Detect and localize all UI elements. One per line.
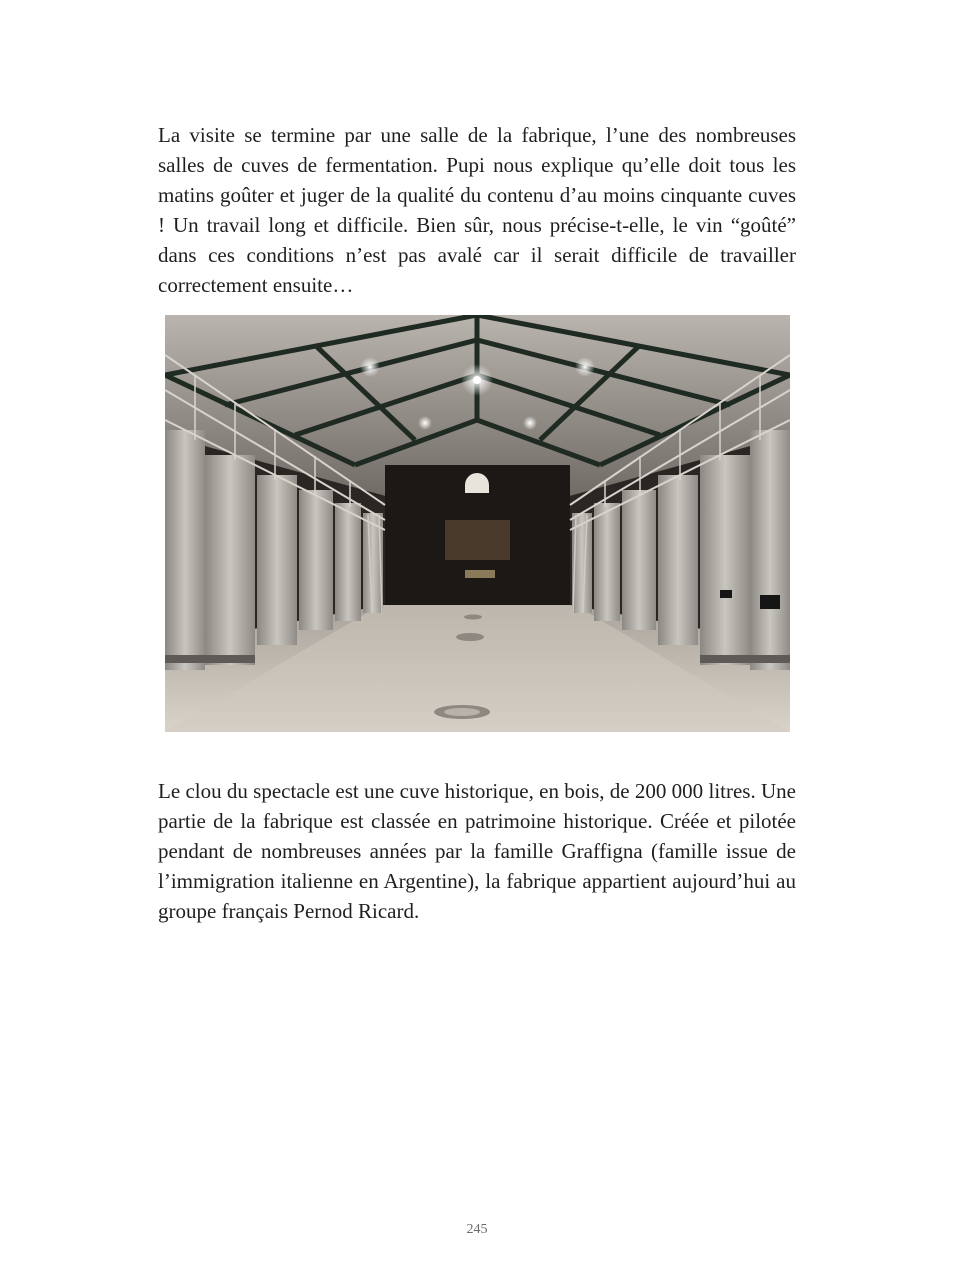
fermentation-hall-photo <box>165 315 790 732</box>
paragraph-tasting-visit: La visite se termine par une salle de la fabrique, l’une des nombreuses salles de cuves de fermentation. Pupi nous explique qu’elle doit tous les matins goûter et juger de la qualité du contenu d’au moins cinquante cuves ! Un travail long et difficile. Bien sûr, nous précise-t-elle, le vin “goûté” dans ces conditions n’est pas avalé car il serait difficile de travailler correctement ensuite… <box>158 123 796 297</box>
paragraph-historic-vat: Le clou du spectacle est une cuve historique, en bois, de 200 000 litres. Une partie de la fabrique est classée en patrimoine historique. Créée et pilotée pendant de nombreuses années par la famille Graffigna (famille issue de l’immigration italienne en Argentine), la fabrique appartient aujourd’hui au groupe français Pernod Ricard. <box>158 779 796 923</box>
page-number: 245 <box>466 1222 488 1237</box>
